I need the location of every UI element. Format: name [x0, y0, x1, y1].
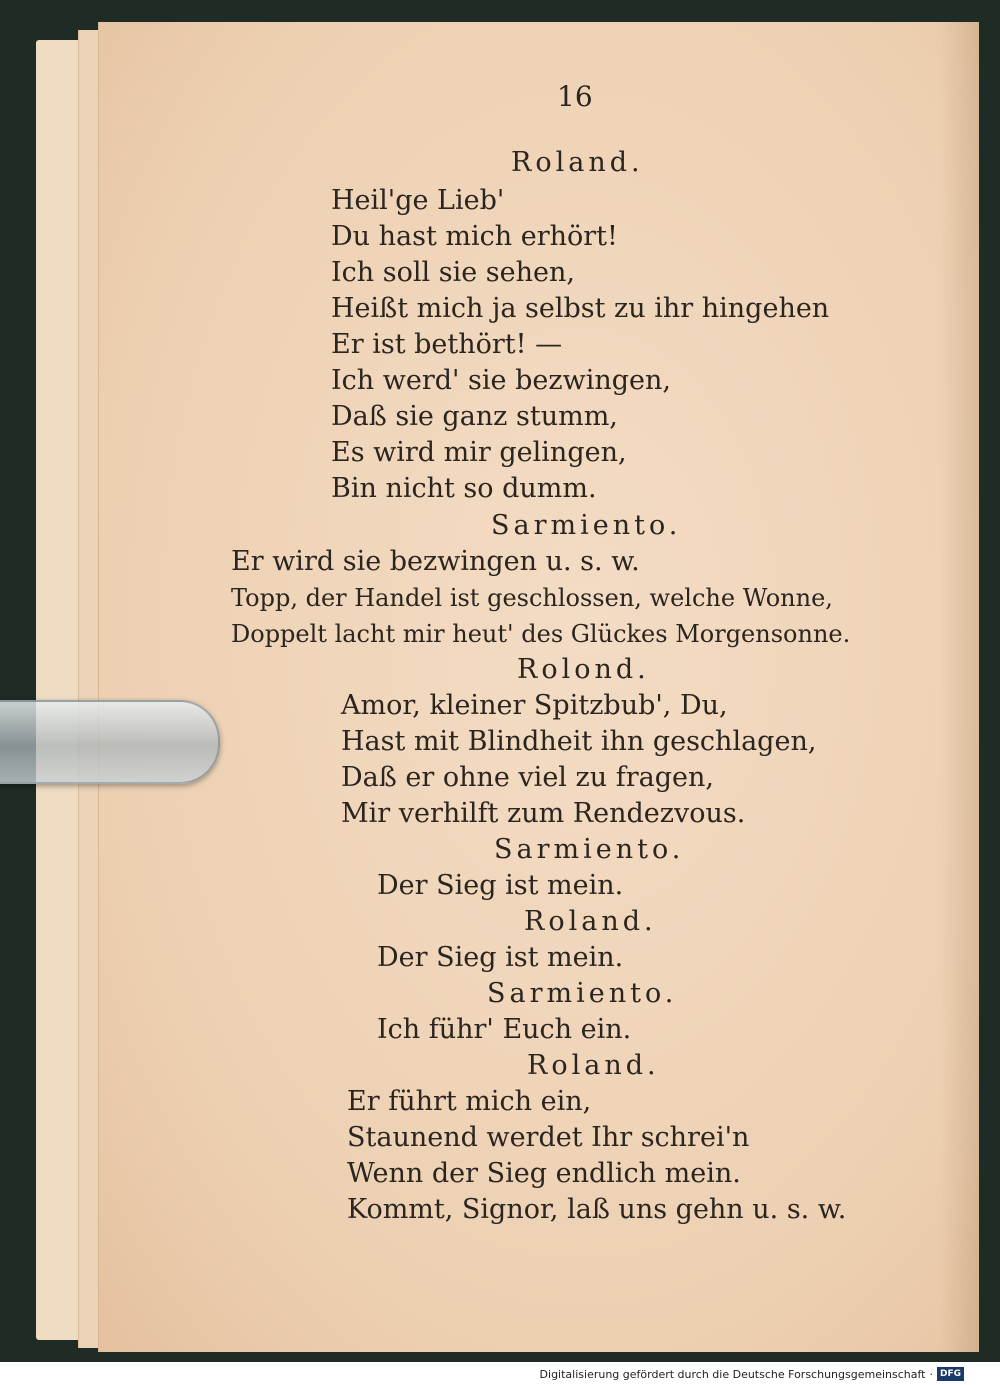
speaker-heading: Roland. — [527, 1050, 660, 1081]
verse-line: Hast mit Blindheit ihn geschlagen, — [341, 726, 817, 757]
verse-line: Du hast mich erhört! — [331, 221, 618, 252]
speaker-heading: Rolond. — [517, 654, 650, 685]
verse-line: Wenn der Sieg endlich mein. — [347, 1158, 741, 1189]
speaker-heading: Sarmiento. — [491, 510, 682, 541]
plexiglass-page-holder — [0, 700, 220, 784]
verse-line: Mir verhilft zum Rendezvous. — [341, 798, 746, 829]
verse-line: Heißt mich ja selbst zu ihr hingehen — [331, 293, 830, 324]
verse-line: Er ist bethört! — — [331, 329, 563, 360]
verse-line: Er führt mich ein, — [347, 1086, 592, 1117]
verse-line: Heil'ge Lieb' — [331, 185, 505, 216]
verse-line: Er wird sie bezwingen u. s. w. — [231, 546, 640, 577]
verse-line: Ich soll sie sehen, — [331, 257, 575, 288]
speaker-heading: Roland. — [511, 147, 644, 178]
verse-line: Kommt, Signor, laß uns gehn u. s. w. — [347, 1194, 847, 1225]
verse-line: Bin nicht so dumm. — [331, 473, 597, 504]
verse-line: Staunend werdet Ihr schrei'n — [347, 1122, 750, 1153]
verse-line: Daß er ohne viel zu fragen, — [341, 762, 714, 793]
verse-line: Doppelt lacht mir heut' des Glückes Morgensonne. — [231, 620, 851, 648]
verse-line: Der Sieg ist mein. — [377, 942, 624, 973]
verse-line: Ich werd' sie bezwingen, — [331, 365, 671, 396]
book-page — [98, 22, 979, 1352]
footer — [540, 1366, 964, 1382]
footer-separator: · — [929, 1367, 933, 1381]
verse-line: Daß sie ganz stumm, — [331, 401, 618, 432]
footer-credit: Digitalisierung gefördert durch die Deutsche Forschungsgemeinschaft — [539, 1367, 926, 1381]
verse-line: Topp, der Handel ist geschlossen, welche Wonne, — [231, 584, 833, 612]
verse-line: Es wird mir gelingen, — [331, 437, 627, 468]
verse-line: Der Sieg ist mein. — [377, 870, 624, 901]
speaker-heading: Sarmiento. — [494, 834, 685, 865]
dfg-logo: DFG — [937, 1367, 964, 1381]
page-shadow — [939, 22, 979, 1352]
page-number: 16 — [557, 80, 593, 113]
speaker-heading: Roland. — [524, 906, 657, 937]
verse-line: Ich führ' Euch ein. — [377, 1014, 632, 1045]
speaker-heading: Sarmiento. — [487, 978, 678, 1009]
verse-line: Amor, kleiner Spitzbub', Du, — [341, 690, 728, 721]
